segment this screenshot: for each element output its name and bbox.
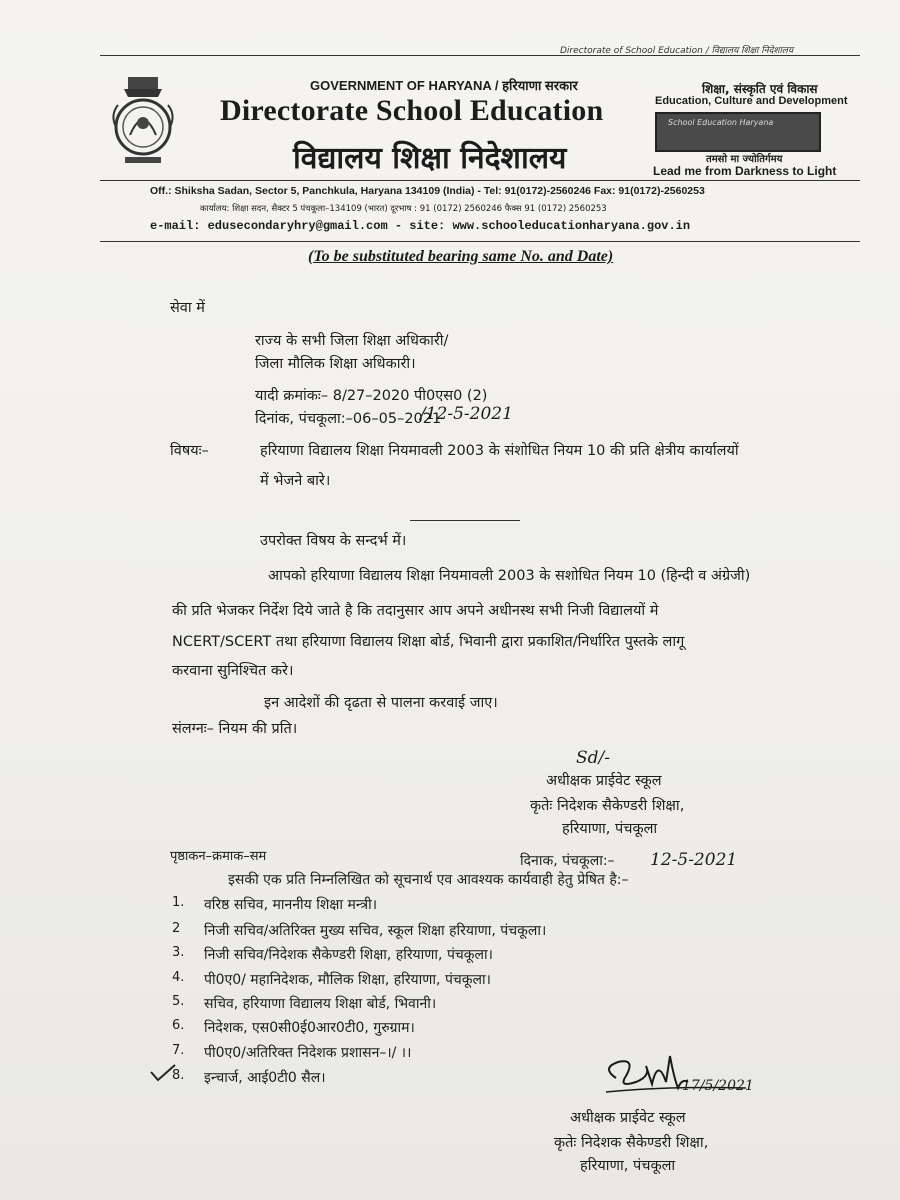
signatory-title: अधीक्षक प्राईवेट स्कूल — [546, 773, 662, 789]
page-title-hindi: विद्यालय शिक्षा निदेशालय — [293, 141, 567, 176]
signatory-designation: कृतेः निदेशक सैकेण्डरी शिक्षा, — [530, 798, 685, 814]
subject-label: विषयः– — [170, 443, 209, 459]
list-item-number: 8. — [172, 1068, 185, 1083]
list-item-number: 3. — [172, 945, 185, 960]
list-item: निजी सचिव/अतिरिक्त मुख्य सचिव, स्कूल शिक्षा हरियाणा, पंचकूला। — [204, 923, 547, 939]
addressee-label: सेवा में — [170, 300, 205, 316]
divider — [100, 55, 860, 56]
list-item: पी0ए0/अतिरिक्त निदेशक प्रशासन–।/ ।। — [204, 1045, 412, 1061]
endorsement-intro: इसकी एक प्रति निम्नलिखित को सूचनार्थ एव आवश्यक कार्यवाही हेतु प्रेषित है:– — [228, 872, 629, 888]
motto-english: Education, Culture and Development — [655, 95, 848, 107]
body-line-2: की प्रति भेजकर निर्देश दिये जाते है कि तदानुसार आप अपने अधीनस्थ सभी निजी विद्यालयों मे — [172, 603, 659, 619]
list-item: निजी सचिव/निदेशक सैकेण्डरी शिक्षा, हरियाणा, पंचकूला। — [204, 947, 493, 963]
addressee-line-1: राज्य के सभी जिला शिक्षा अधिकारी/ — [255, 333, 449, 349]
body-line-3: NCERT/SCERT तथा हरियाणा विद्यालय शिक्षा बोर्ड, भिवानी द्वारा प्रकाशित/निर्धारित पुस्तके लागू — [172, 634, 685, 650]
divider — [410, 520, 520, 521]
endorsement-signatory-place: हरियाणा, पंचकूला — [580, 1158, 676, 1174]
signature-sd: Sd/- — [576, 748, 610, 768]
enclosure-line: संलग्नः– नियम की प्रति। — [172, 721, 298, 737]
letter-date: दिनांक, पंचकूला:–06–05–2021 — [255, 411, 442, 427]
divider — [100, 180, 860, 181]
body-line-4: करवाना सुनिश्चित करे। — [172, 663, 294, 679]
sanskrit-motto-english: Lead me from Darkness to Light — [653, 164, 837, 178]
reference-number: यादी क्रमांकः– 8/27–2020 पी0एस0 (2) — [255, 388, 488, 404]
state-emblem-icon — [100, 75, 185, 175]
list-item-number: 4. — [172, 970, 185, 985]
header-top-right-note: Directorate of School Education / विद्यालय शिक्षा निदेशालय — [560, 46, 794, 56]
office-address-hindi: कार्यालय: शिक्षा सदन, सैक्टर 5 पंचकूला–134109 (भारत) दूरभाष : 91 (0172) 2560246 फैक्स 91 (0172) 2560253 — [200, 204, 607, 214]
check-mark-icon — [148, 1062, 178, 1084]
endorsement-signatory-designation: कृतेः निदेशक सैकेण्डरी शिक्षा, — [554, 1135, 709, 1151]
compliance-line: इन आदेशों की दृढता से पालना करवाई जाए। — [264, 695, 498, 711]
body-line-1: आपको हरियाणा विद्यालय शिक्षा नियमावली 2003 के सशोधित नियम 10 (हिन्दी व अंग्रेजी) — [268, 568, 751, 584]
divider — [100, 241, 860, 242]
list-item-number: 1. — [172, 895, 185, 910]
list-item-number: 6. — [172, 1018, 185, 1033]
list-item-number: 7. — [172, 1043, 185, 1058]
subject-line-2: में भेजने बारे। — [260, 473, 331, 489]
list-item: वरिष्ठ सचिव, माननीय शिक्षा मन्त्री। — [204, 897, 378, 913]
subject-line-1: हरियाणा विद्यालय शिक्षा नियमावली 2003 के संशोधित नियम 10 की प्रति क्षेत्रीय कार्यालयों — [260, 443, 739, 459]
sanskrit-motto: तमसो मा ज्योतिर्गमय — [706, 154, 783, 165]
handwritten-endorsement-date: 12-5-2021 — [650, 850, 738, 870]
list-item-number: 2 — [172, 921, 181, 936]
government-name: GOVERNMENT OF HARYANA / हरियाणा सरकार — [310, 78, 578, 93]
list-item: पी0ए0/ महानिदेशक, मौलिक शिक्षा, हरियाणा, पंचकूला। — [204, 972, 491, 988]
list-item: निदेशक, एस0सी0ई0आर0टी0, गुरुग्राम। — [204, 1020, 415, 1036]
list-item-number: 5. — [172, 994, 185, 1009]
office-address: Off.: Shiksha Sadan, Sector 5, Panchkula, Haryana 134109 (India) - Tel: 91(0172)-2560246 Fax: 91(0172)-2560253 — [150, 185, 705, 197]
list-item: इन्चार्ज, आई0टी0 सैल। — [204, 1070, 326, 1086]
endorsement-signatory-title: अधीक्षक प्राईवेट स्कूल — [570, 1110, 686, 1126]
handwritten-date: /12-5-2021 — [420, 404, 513, 424]
email-website: e-mail: edusecondaryhry@gmail.com - site: www.schooleducationharyana.gov.in — [150, 219, 691, 233]
signatory-place: हरियाणा, पंचकूला — [562, 821, 658, 837]
motto-hindi: शिक्षा, संस्कृति एवं विकास — [702, 82, 818, 96]
reference-paragraph: उपरोक्त विषय के सन्दर्भ में। — [260, 533, 407, 549]
handwritten-signature-date: 17/5/2021 — [682, 1078, 754, 1094]
endorsement-reference: पृष्ठाकन–क्रमाक–सम — [170, 849, 267, 864]
logo-caption: School Education Haryana — [668, 118, 774, 127]
page-title: Directorate School Education — [220, 94, 604, 127]
substitution-note: (To be substituted bearing same No. and Date) — [308, 248, 614, 265]
addressee-line-2: जिला मौलिक शिक्षा अधिकारी। — [255, 356, 416, 372]
endorsement-date: दिनाक, पंचकूला:– — [520, 853, 615, 869]
list-item: सचिव, हरियाणा विद्यालय शिक्षा बोर्ड, भिवानी। — [204, 996, 437, 1012]
